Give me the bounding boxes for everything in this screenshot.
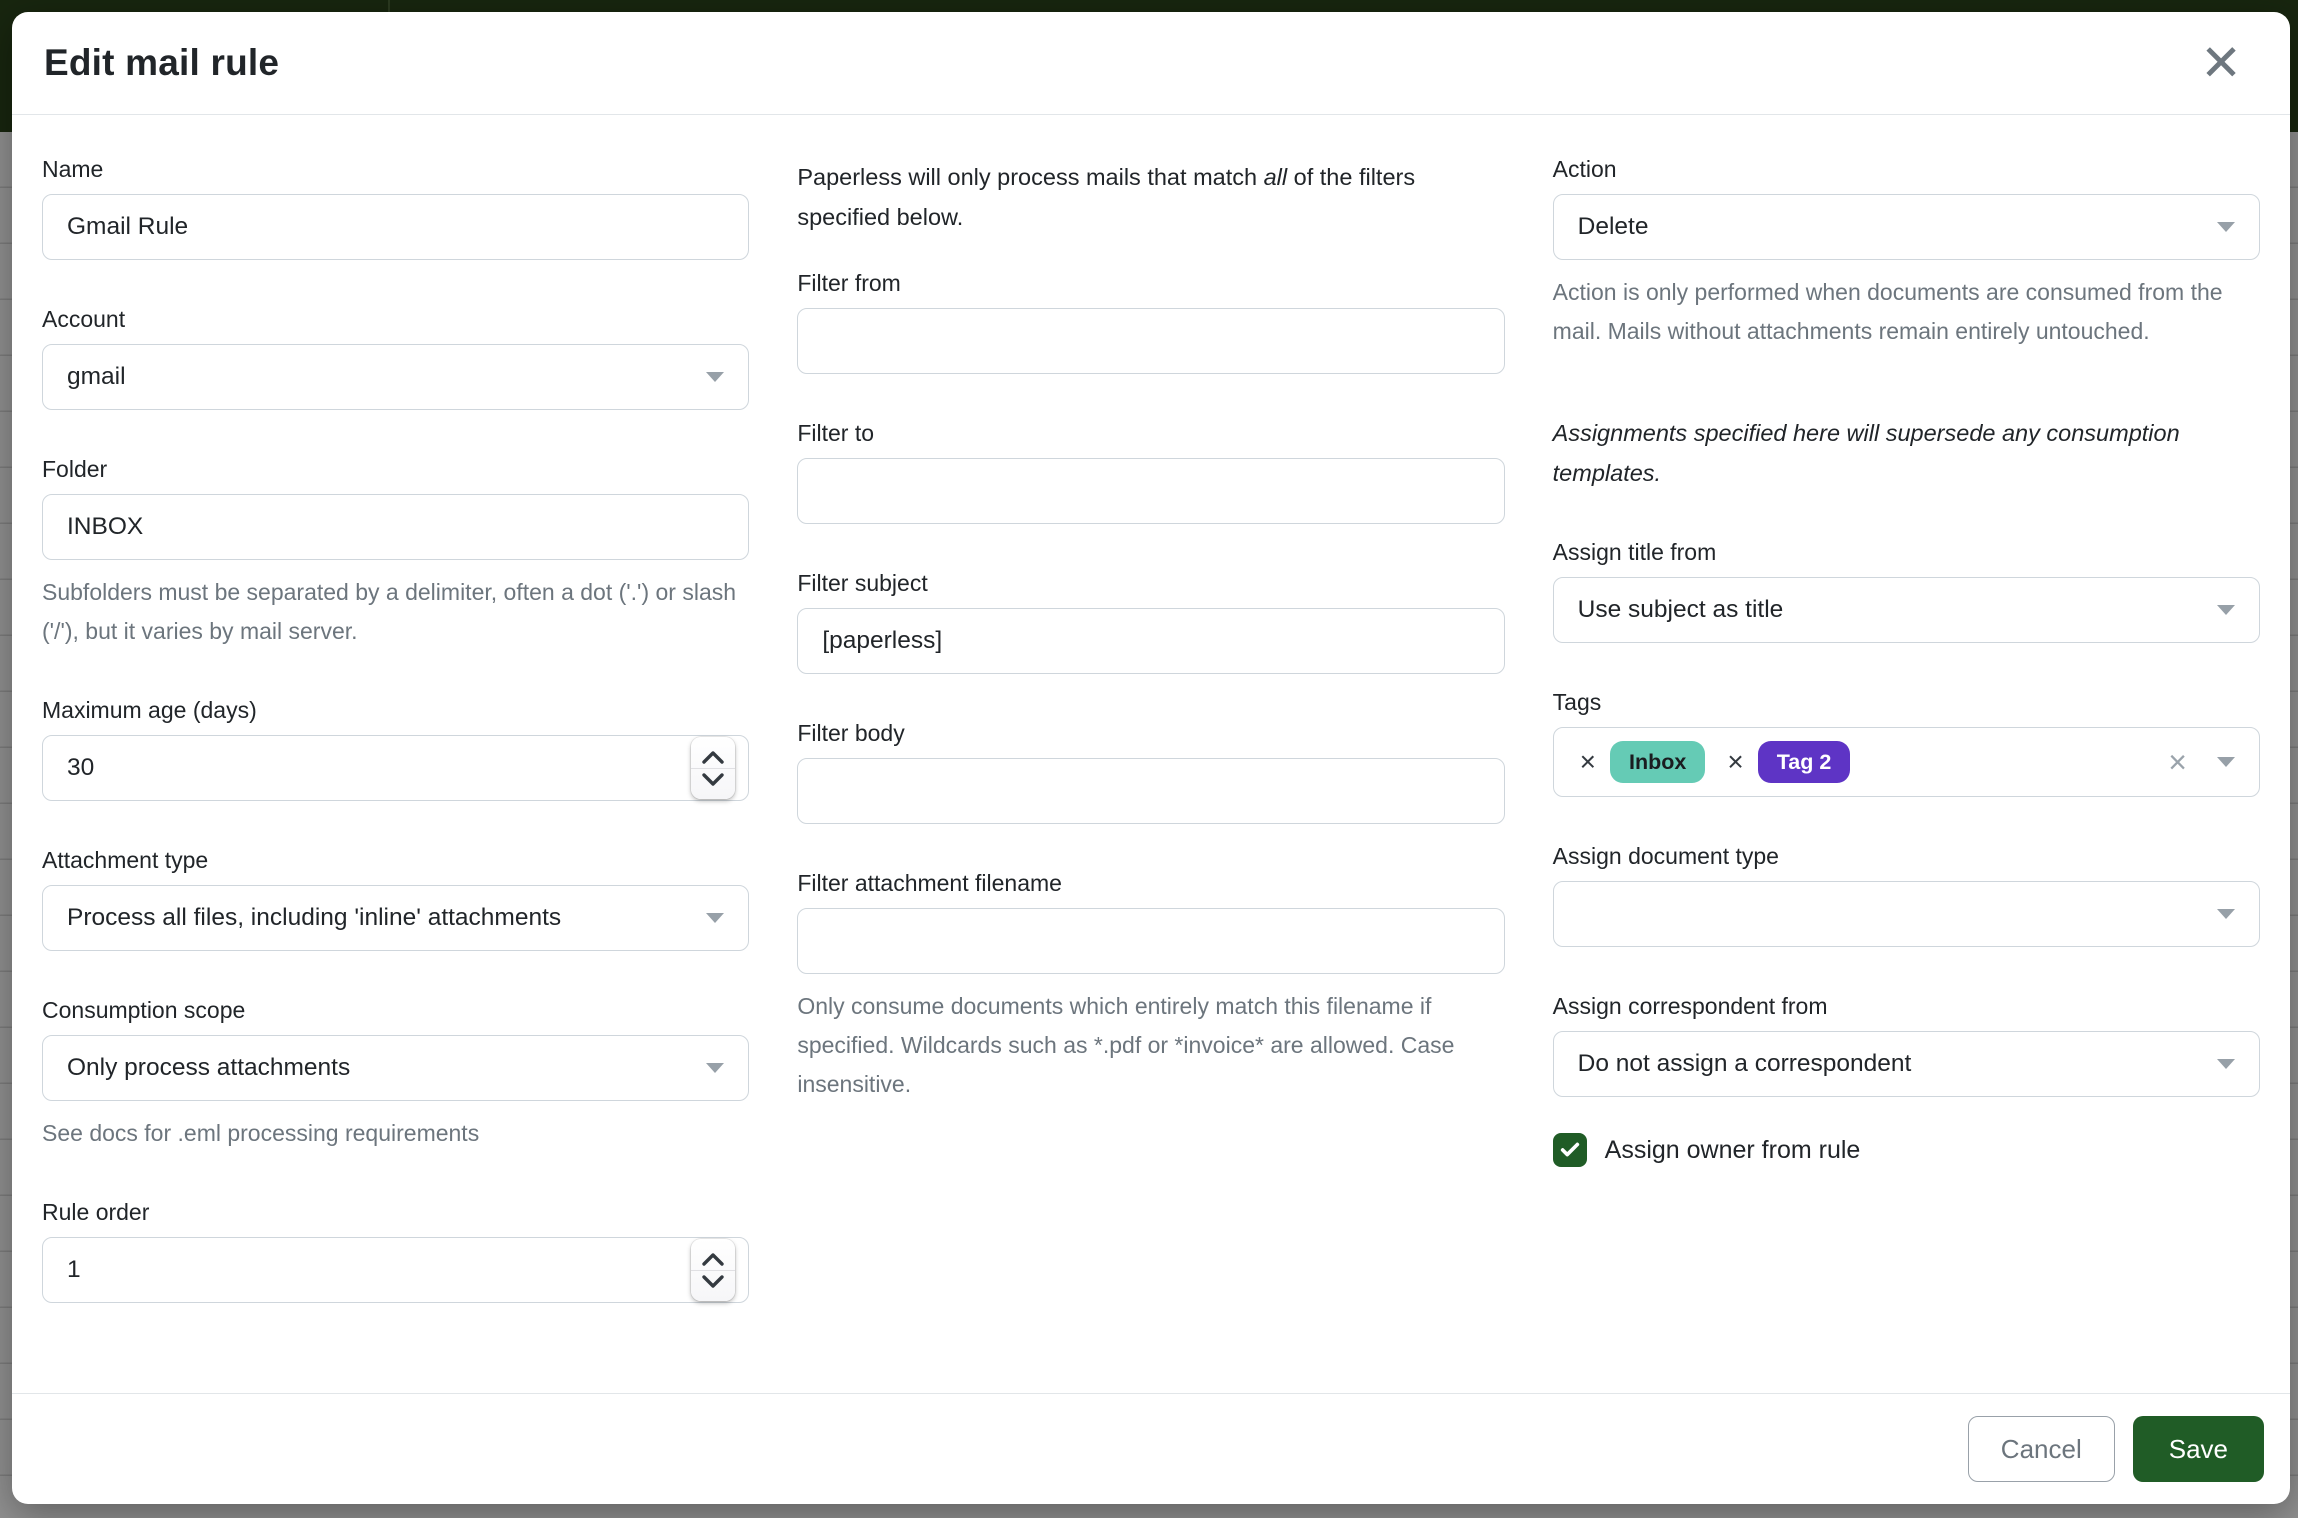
assign-title-value: Use subject as title (1577, 596, 1784, 623)
assign-correspondent-value: Do not assign a correspondent (1577, 1050, 1912, 1077)
tags-label: Tags (1552, 689, 1602, 715)
rule-order-input[interactable] (42, 1237, 749, 1303)
assign-title-select[interactable] (1553, 577, 2260, 643)
max-age-label: Maximum age (days) (42, 697, 257, 723)
filter-filename-label: Filter attachment filename (797, 870, 1062, 896)
assignments-note: Assignments specified here will supersede any consumption templates. (1552, 420, 2180, 486)
chevron-down-icon (2217, 605, 2235, 615)
chevron-up-icon (701, 1251, 725, 1267)
folder-input[interactable] (42, 494, 749, 560)
dialog-header (12, 12, 2290, 115)
consumption-scope-select[interactable] (42, 1035, 749, 1101)
assign-correspondent-select[interactable] (1553, 1031, 2260, 1097)
tag-chip (1566, 741, 1706, 784)
assign-owner-row (1553, 1133, 2260, 1167)
max-age-stepper[interactable] (691, 737, 735, 799)
filter-to-label: Filter to (797, 420, 875, 446)
column-general (42, 155, 749, 1393)
tag-badge: Tag 2 (1758, 741, 1851, 784)
filter-subject-label: Filter subject (797, 570, 928, 596)
chevron-down-icon (701, 1274, 725, 1290)
chevron-down-icon (2217, 757, 2235, 767)
tag-chip (1713, 741, 1850, 784)
clear-tags-icon[interactable]: × (2168, 744, 2187, 780)
attachment-type-select[interactable] (42, 885, 749, 951)
save-button[interactable]: Save (2133, 1416, 2264, 1482)
assign-title-label: Assign title from (1552, 539, 1717, 565)
account-select[interactable] (42, 344, 749, 410)
chevron-down-icon (706, 913, 724, 923)
chevron-down-icon (2217, 909, 2235, 919)
folder-label: Folder (42, 456, 108, 482)
remove-tag-icon[interactable]: × (1579, 746, 1597, 777)
column-actions (1553, 155, 2260, 1393)
attachment-type-label: Attachment type (42, 847, 209, 873)
filter-filename-input[interactable] (797, 908, 1504, 974)
assign-correspondent-label: Assign correspondent from (1552, 993, 1828, 1019)
account-select-value: gmail (67, 363, 126, 390)
account-label: Account (42, 306, 126, 332)
attachment-type-value: Process all files, including 'inline' attachments (67, 904, 562, 931)
dialog-title: Edit mail rule (44, 42, 280, 83)
tags-select[interactable] (1553, 727, 2260, 797)
filters-intro-text: Paperless will only process mails that match all of the filters specified below. (797, 164, 1416, 230)
close-icon[interactable]: ✕ (2196, 38, 2246, 88)
assign-doctype-label: Assign document type (1552, 843, 1779, 869)
filter-subject-input[interactable] (797, 608, 1504, 674)
stepper-divider (691, 1270, 735, 1271)
assign-owner-checkbox[interactable] (1553, 1133, 1587, 1167)
filter-filename-help-text: Only consume documents which entirely match this filename if specified. Wildcards such as *.pdf or *invoice* are allowed. Case insensitive. (797, 993, 1455, 1097)
folder-help-text: Subfolders must be separated by a delimiter, often a dot ('.') or slash ('/'), but it varies by mail server. (42, 579, 737, 644)
action-select-value: Delete (1577, 213, 1649, 240)
rule-order-stepper[interactable] (691, 1239, 735, 1301)
action-select[interactable] (1553, 194, 2260, 260)
tag-badge: Inbox (1610, 741, 1705, 784)
edit-mail-rule-dialog (12, 12, 2290, 1504)
column-filters (797, 155, 1504, 1393)
consumption-scope-help-text: See docs for .eml processing requirements (42, 1120, 480, 1146)
name-input[interactable] (42, 194, 749, 260)
action-help-text: Action is only performed when documents are consumed from the mail. Mails without attachments remain entirely untouched. (1552, 279, 2223, 344)
chevron-down-icon (701, 772, 725, 788)
action-label: Action (1552, 156, 1617, 182)
chevron-down-icon (706, 372, 724, 382)
chevron-down-icon (2217, 1059, 2235, 1069)
chevron-up-icon (701, 749, 725, 765)
filter-body-label: Filter body (797, 720, 905, 746)
stepper-divider (691, 768, 735, 769)
rule-order-label: Rule order (42, 1199, 150, 1225)
assign-doctype-select[interactable] (1553, 881, 2260, 947)
checkmark-icon (1559, 1139, 1581, 1161)
filter-from-label: Filter from (797, 270, 901, 296)
filter-body-input[interactable] (797, 758, 1504, 824)
filter-from-input[interactable] (797, 308, 1504, 374)
chevron-down-icon (2217, 222, 2235, 232)
dialog-body (12, 115, 2290, 1393)
dialog-footer (12, 1393, 2290, 1504)
cancel-button[interactable]: Cancel (1968, 1416, 2115, 1482)
consumption-scope-label: Consumption scope (42, 997, 246, 1023)
name-label: Name (42, 156, 104, 182)
filter-to-input[interactable] (797, 458, 1504, 524)
max-age-input[interactable] (42, 735, 749, 801)
consumption-scope-value: Only process attachments (67, 1054, 351, 1081)
chevron-down-icon (706, 1063, 724, 1073)
assign-owner-label: Assign owner from rule (1604, 1135, 1861, 1164)
remove-tag-icon[interactable]: × (1727, 746, 1744, 777)
